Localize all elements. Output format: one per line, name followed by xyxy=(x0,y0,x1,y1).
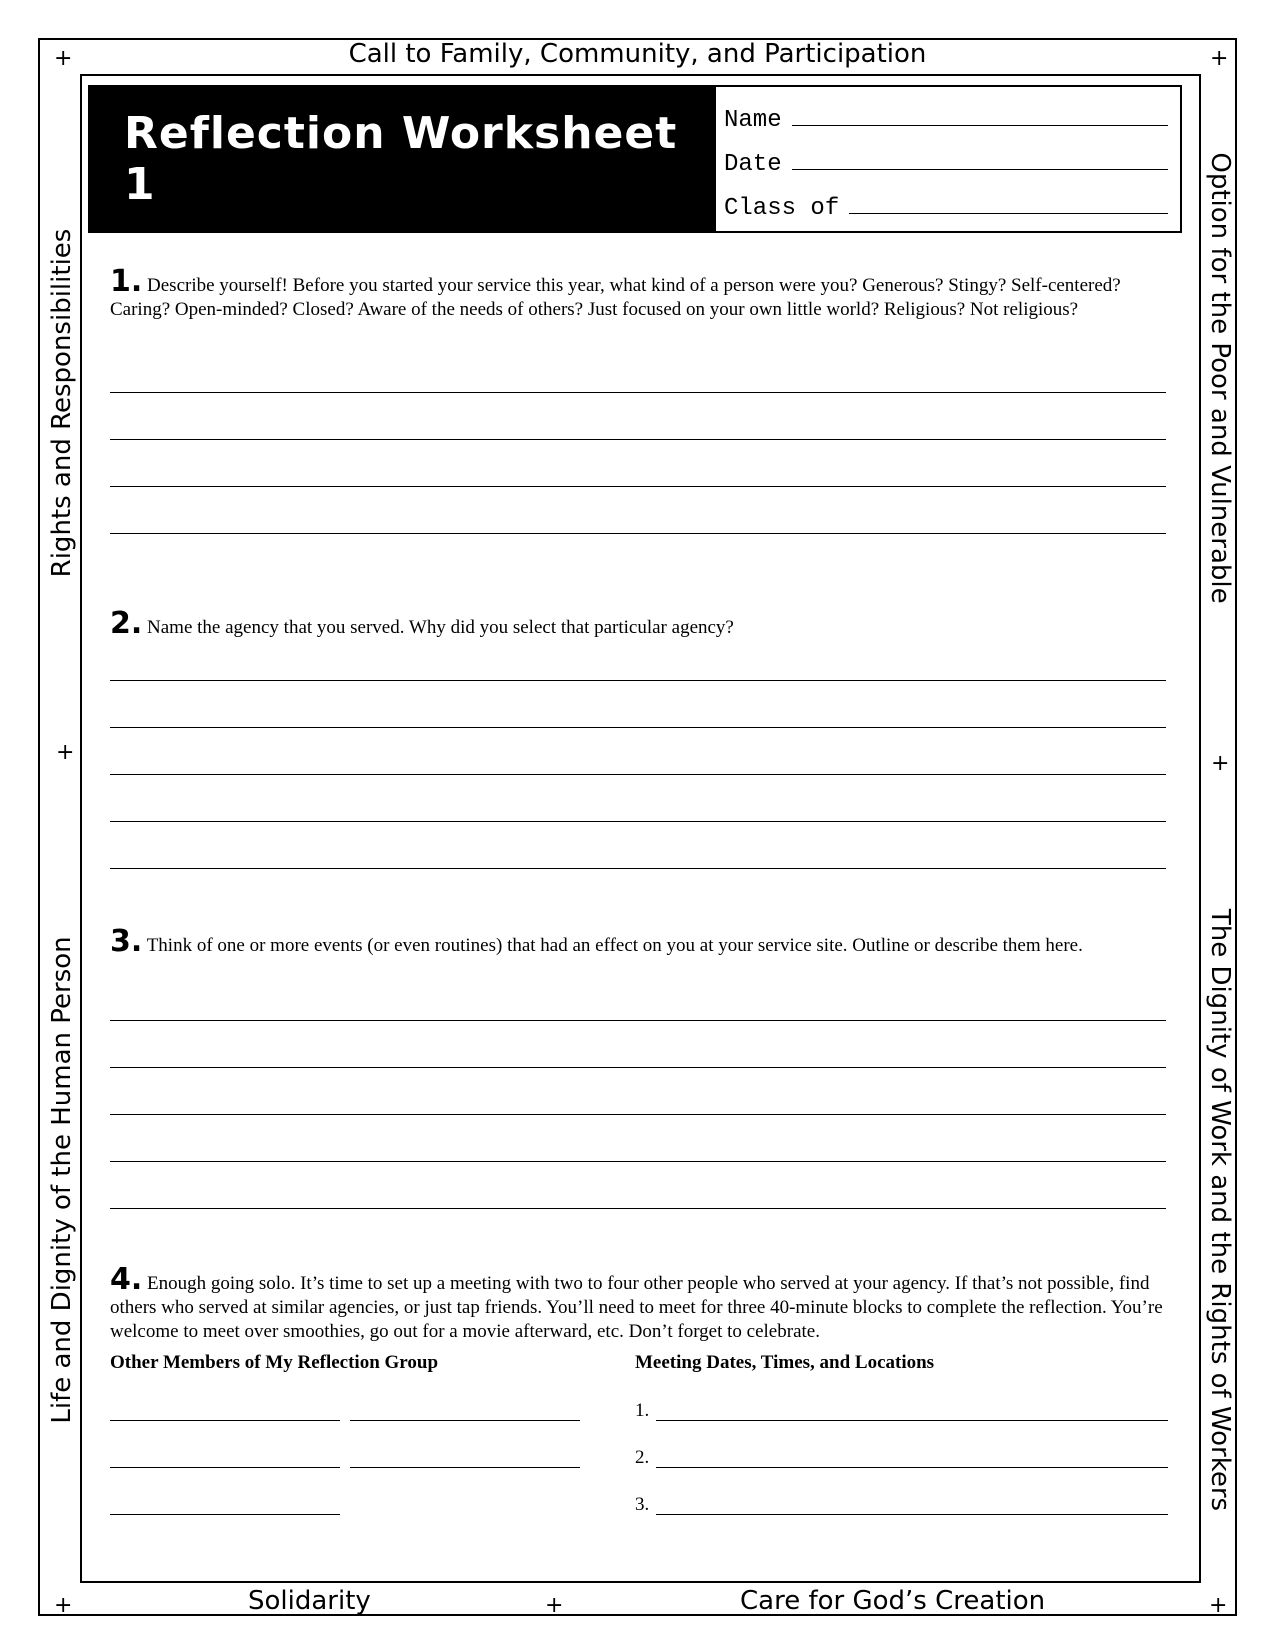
meeting-line[interactable] xyxy=(656,1467,1168,1468)
date-field[interactable] xyxy=(724,151,1168,178)
question-3 xyxy=(110,924,1168,959)
meeting-line[interactable] xyxy=(656,1420,1168,1421)
date-line[interactable] xyxy=(792,151,1168,170)
answer-line[interactable] xyxy=(110,821,1166,822)
name-line[interactable] xyxy=(792,107,1168,126)
question-number: 4. xyxy=(110,1262,143,1297)
question-text: Describe yourself! Before you started your service this year, what kind of a person were you? Generous? Stingy? Self-centered? Caring? Open-minded? Closed? Aware of the needs of others? Just focused on your own little world? Religious? Not religious? xyxy=(110,275,1121,320)
frame-right-bottom-text: The Dignity of Work and the Rights of Workers xyxy=(1205,908,1235,1512)
frame-bottom-left-text: Solidarity xyxy=(248,1586,371,1616)
answer-line[interactable] xyxy=(110,1114,1166,1115)
frame-left-top-text: Rights and Responsibilities xyxy=(47,228,77,578)
plus-mark: + xyxy=(54,1593,73,1618)
frame-left-bottom-text: Life and Dignity of the Human Person xyxy=(47,936,77,1424)
name-field[interactable] xyxy=(724,107,1168,134)
member-line[interactable] xyxy=(110,1514,340,1515)
student-info-box xyxy=(714,85,1182,233)
answer-line[interactable] xyxy=(110,774,1166,775)
meeting-line[interactable] xyxy=(656,1514,1168,1515)
name-label: Name xyxy=(724,107,782,134)
meeting-number: 3. xyxy=(635,1494,650,1515)
answer-line[interactable] xyxy=(110,392,1166,393)
member-line[interactable] xyxy=(350,1420,580,1421)
answer-line[interactable] xyxy=(110,868,1166,869)
question-text: Name the agency that you served. Why did you select that particular agency? xyxy=(147,617,734,638)
member-line[interactable] xyxy=(110,1467,340,1468)
answer-line[interactable] xyxy=(110,1208,1166,1209)
meeting-number: 2. xyxy=(635,1447,650,1468)
answer-line[interactable] xyxy=(110,1067,1166,1068)
question-2 xyxy=(110,606,1168,641)
class-line[interactable] xyxy=(849,195,1168,214)
frame-top-text: Call to Family, Community, and Participation xyxy=(348,39,927,69)
plus-mark: + xyxy=(545,1593,564,1618)
plus-mark: + xyxy=(54,46,73,71)
answer-line[interactable] xyxy=(110,680,1166,681)
class-label: Class of xyxy=(724,195,840,222)
question-text: Enough going solo. It’s time to set up a meeting with two to four other people who served at your agency. If that’s not possible, find others who served at similar agencies, or just tap friends. You’ll need to meet for three 40-minute blocks to complete the reflection. You’re welcome to meet over smoothies, go out for a movie afterward, etc. Don’t forget to celebrate. xyxy=(110,1273,1163,1342)
answer-line[interactable] xyxy=(110,439,1166,440)
member-line[interactable] xyxy=(350,1467,580,1468)
plus-mark: + xyxy=(56,740,75,765)
members-heading: Other Members of My Reflection Group xyxy=(110,1352,439,1373)
date-label: Date xyxy=(724,151,782,178)
meetings-heading: Meeting Dates, Times, and Locations xyxy=(635,1352,935,1373)
plus-mark: + xyxy=(1210,46,1229,71)
answer-line[interactable] xyxy=(110,727,1166,728)
class-field[interactable] xyxy=(724,195,1168,222)
answer-line[interactable] xyxy=(110,1161,1166,1162)
member-line[interactable] xyxy=(110,1420,340,1421)
worksheet-title: Reflection Worksheet 1 xyxy=(88,85,714,233)
plus-mark: + xyxy=(1209,1593,1228,1618)
meeting-number: 1. xyxy=(635,1400,650,1421)
answer-line[interactable] xyxy=(110,533,1166,534)
question-number: 2. xyxy=(110,606,143,641)
plus-mark: + xyxy=(1211,751,1230,776)
question-number: 3. xyxy=(110,924,143,959)
question-number: 1. xyxy=(110,264,143,299)
frame-right-top-text: Option for the Poor and Vulnerable xyxy=(1205,152,1235,604)
answer-line[interactable] xyxy=(110,1020,1166,1021)
answer-line[interactable] xyxy=(110,486,1166,487)
question-1 xyxy=(110,264,1168,322)
question-4 xyxy=(110,1262,1168,1344)
question-text: Think of one or more events (or even routines) that had an effect on you at your service site. Outline or describe them here. xyxy=(146,935,1083,956)
frame-bottom-right-text: Care for God’s Creation xyxy=(740,1586,1046,1616)
